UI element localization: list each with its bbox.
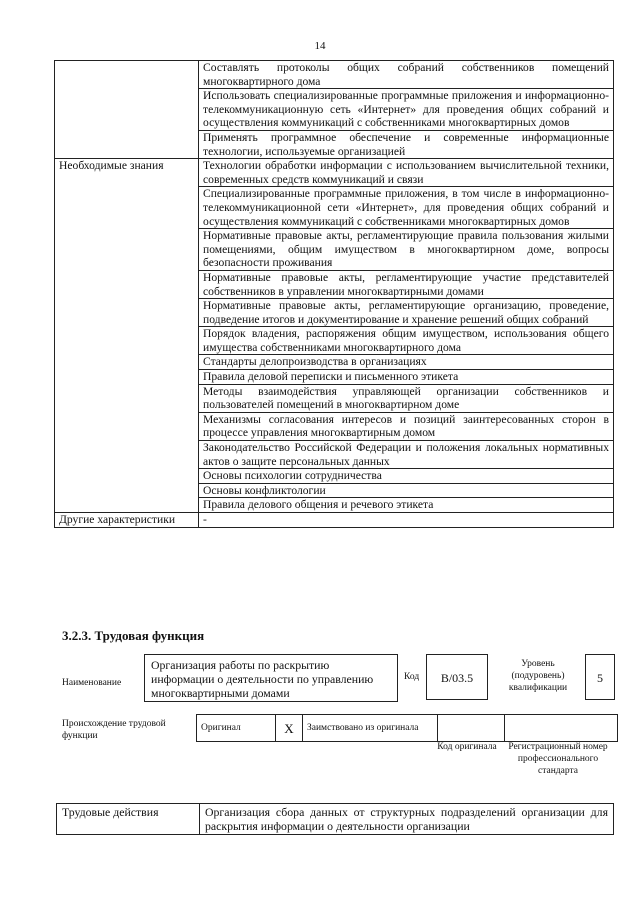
row-item: Основы конфликтологии (199, 483, 614, 498)
row-item: Правила делового общения и речевого этикета (199, 498, 614, 513)
row-item: Нормативные правовые акты, регламентирующие участие представителей собственников в управлении многоквартирными домами (199, 270, 614, 298)
labor-actions-text: Организация сбора данных от структурных подразделений организации для раскрытия информации о деятельности организации (200, 804, 614, 835)
row-item: Правила деловой переписки и письменного этикета (199, 370, 614, 385)
row-item: Специализированные программные приложения, в том числе в информационно-телекоммуникационной сети «Интернет», для проведения общих собраний и осуществления коммуникаций с собственниками многоквартирных домов (199, 187, 614, 229)
level-label: Уровень (подуровень) квалификации (508, 659, 568, 693)
labor-actions-label: Трудовые действия (57, 804, 200, 835)
function-name-value: Организация работы по раскрытию информации о деятельности по управлению многоквартирными домами (151, 658, 374, 700)
reg-number-cell (505, 715, 618, 742)
reg-number-caption: Регистрационный номер профессионального стандарта (508, 742, 608, 776)
row-item: Использовать специализированные программные приложения и информационно-телекоммуникационную сеть «Интернет» для проведения общих собраний и осуществления коммуникаций с собственниками многоквартирных домов (199, 89, 614, 131)
row-item: Методы взаимодействия управляющей организации собственников и пользователей помещений в многоквартирном доме (199, 384, 614, 412)
level-value: 5 (597, 671, 603, 685)
row-item: - (199, 513, 614, 528)
section-title: 3.2.3. Трудовая функция (62, 628, 205, 643)
row-item: Применять программное обеспечение и современные информационные технологии, используемые организацией (199, 130, 614, 158)
row-item: Законодательство Российской Федерации и положения локальных нормативных актов о защите персональных данных (199, 441, 614, 469)
row-label: Необходимые знания (55, 159, 199, 513)
competency-table-body (55, 61, 614, 528)
original-code-cell (438, 715, 505, 742)
row-item: Механизмы согласования интересов и позиций заинтересованных сторон в процессе управления многоквартирным домом (199, 412, 614, 440)
table-row (55, 513, 614, 528)
competency-table (54, 60, 614, 528)
origin-label: Происхождение трудовой функции (62, 719, 166, 741)
original-mark: X (276, 715, 303, 742)
row-item: Нормативные правовые акты, регламентирующие правила пользования жилыми помещениями, общим имуществом в многоквартирном доме, вопросы безопасности проживания (199, 229, 614, 271)
row-label (55, 61, 199, 159)
code-box (426, 654, 488, 700)
table-row (55, 159, 614, 187)
code-label: Код (404, 672, 420, 682)
code-value: B/03.5 (440, 671, 474, 685)
labor-actions-table (56, 803, 614, 835)
original-label: Оригинал (197, 715, 276, 742)
name-label: Наименование (62, 678, 122, 688)
row-item: Стандарты делопроизводства в организациях (199, 355, 614, 370)
row-item: Технологии обработки информации с использованием вычислительной техники, современных средств коммуникаций и связи (199, 159, 614, 187)
borrowed-label: Заимствовано из оригинала (303, 715, 438, 742)
original-code-caption: Код оригинала (437, 742, 497, 752)
row-item: Нормативные правовые акты, регламентирующие организацию, проведение, подведение итогов и документирование и хранение решений общих собраний (199, 299, 614, 327)
level-box (585, 654, 615, 700)
row-item: Порядок владения, распоряжения общим имуществом, использования общего имущества собственниками многоквартирного дома (199, 327, 614, 355)
row-item: Основы психологии сотрудничества (199, 469, 614, 484)
page-number: 14 (314, 40, 326, 52)
table-row (55, 61, 614, 89)
row-label: Другие характеристики (55, 513, 199, 528)
row-item: Составлять протоколы общих собраний собственников помещений многоквартирного дома (199, 61, 614, 89)
function-name-box (144, 654, 398, 702)
origin-table (196, 714, 618, 742)
